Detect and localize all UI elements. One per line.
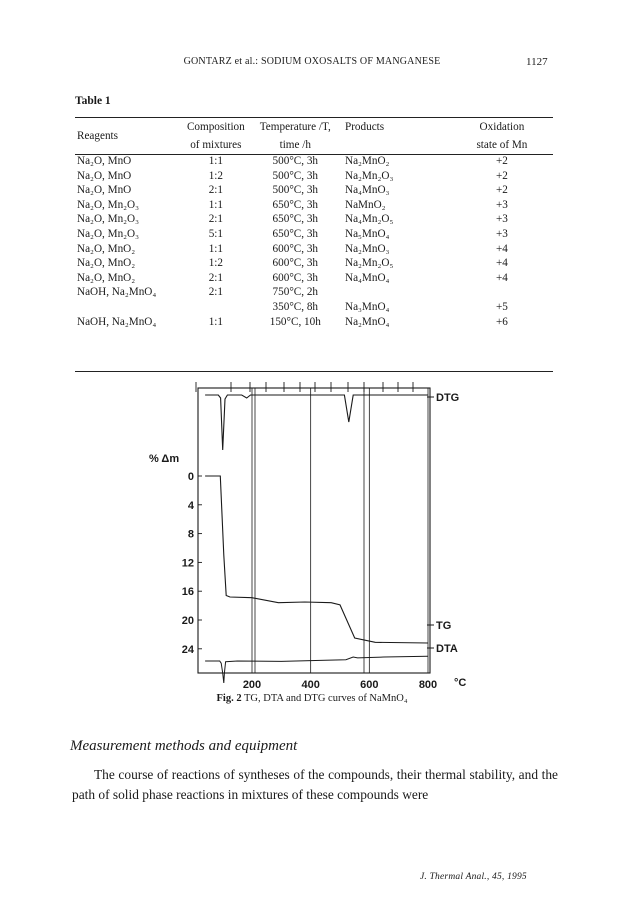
plot-frame (198, 388, 430, 673)
cell-oxidation (451, 285, 553, 300)
cell-reagents: Na₂O, Mn₂O₃ (77, 227, 140, 240)
table-row (75, 285, 553, 300)
series-label-dtg: DTG (436, 392, 460, 404)
cell-reagents: NaOH, Na₂MnO₄ (77, 315, 157, 328)
cell-reagents: Na₂O, MnO (77, 184, 132, 197)
y-tick-label: 12 (181, 557, 194, 570)
table-row (75, 271, 553, 286)
cell-oxidation: +3 (495, 213, 508, 226)
cell-temperature: 600°C, 3h (272, 257, 319, 270)
cell-temperature: 650°C, 3h (272, 213, 319, 226)
cell-reagents: Na₂O, Mn₂O₃ (77, 213, 140, 226)
table-row (75, 256, 553, 271)
table-bottom-rule (75, 371, 553, 372)
cell-oxidation: +2 (495, 169, 508, 182)
header-temperature-sub: time /h (279, 139, 311, 151)
cell-composition: 1:1 (208, 155, 223, 167)
cell-products: Na₄MnO₄ (344, 271, 390, 284)
figure-caption-label: Fig. 2 (216, 693, 242, 704)
table-body (75, 154, 553, 329)
table-row (75, 300, 553, 315)
cell-reagents: Na₂O, MnO (77, 155, 132, 167)
cell-temperature: 750°C, 2h (272, 286, 319, 299)
cell-composition: 2:1 (208, 213, 223, 226)
figure-caption (0, 693, 624, 704)
thermal-analysis-chart (148, 380, 478, 692)
cell-products: Na₂Mn₂O₃ (344, 169, 394, 182)
cell-oxidation: +3 (495, 227, 508, 240)
cell-composition: 1:2 (208, 169, 223, 182)
page-number: 1127 (526, 56, 548, 68)
cell-temperature: 500°C, 3h (272, 155, 319, 167)
cell-products (339, 285, 451, 300)
cell-products: Na₂MnO₂ (344, 155, 390, 167)
header-composition-sub: of mixtures (190, 139, 242, 151)
cell-composition: 1:2 (208, 257, 223, 270)
cell-reagents: Na₂O, Mn₂O₃ (77, 198, 140, 211)
figure-caption-text: TG, DTA and DTG curves of NaMnO₄ (241, 693, 408, 704)
cell-oxidation: +4 (495, 242, 508, 255)
table-row (75, 183, 553, 198)
table-row (75, 169, 553, 184)
series-label-dta: DTA (436, 643, 458, 655)
cell-temperature: 500°C, 3h (272, 169, 319, 182)
cell-temperature: 600°C, 3h (272, 271, 319, 284)
cell-products: Na₂MnO₃ (344, 242, 390, 255)
y-tick-label: 8 (187, 528, 194, 541)
y-tick-label: 0 (187, 471, 194, 483)
x-tick-label: 400 (301, 679, 320, 691)
table-row (75, 198, 553, 213)
cell-composition: 2:1 (208, 271, 223, 284)
tg-curve (205, 476, 428, 643)
cell-composition (180, 300, 251, 315)
header-oxidation: Oxidation (479, 121, 525, 133)
header-oxidation-sub: state of Mn (476, 139, 528, 151)
cell-products: Na₃MnO₄ (344, 300, 390, 313)
table-row (75, 154, 553, 169)
table-header-row-1 (75, 118, 553, 136)
cell-oxidation: +4 (495, 271, 508, 284)
cell-temperature: 600°C, 3h (272, 242, 319, 255)
cell-composition: 5:1 (208, 227, 223, 240)
cell-composition: 1:1 (208, 242, 223, 255)
x-tick-label: 600 (360, 679, 379, 691)
y-axis-label: % Δm (149, 453, 180, 465)
table-row (75, 212, 553, 227)
table-row (75, 242, 553, 257)
cell-temperature: 350°C, 8h (272, 300, 319, 313)
cell-oxidation: +2 (495, 184, 508, 197)
series-label-tg: TG (436, 620, 452, 632)
cell-products: Na₂MnO₄ (344, 315, 390, 328)
cell-temperature: 500°C, 3h (272, 184, 319, 197)
table-title: Table 1 (75, 95, 111, 107)
x-tick-label: 800 (418, 679, 438, 691)
running-head-title: GONTARZ et al.: SODIUM OXOSALTS OF MANGANESE (183, 56, 441, 67)
y-tick-label: 20 (181, 615, 194, 627)
table-row (75, 227, 553, 242)
y-tick-label: 24 (181, 643, 194, 656)
cell-oxidation: +5 (495, 300, 508, 313)
cell-composition: 2:1 (208, 184, 223, 197)
section-heading: Measurement methods and equipment (70, 738, 298, 754)
y-tick-label: 16 (181, 586, 194, 599)
header-temperature: Temperature /T, (259, 121, 331, 133)
y-tick-label: 4 (187, 499, 194, 512)
cell-reagents: Na₂O, MnO (77, 169, 132, 182)
cell-products: Na₄Mn₂O₅ (344, 213, 394, 226)
header-reagents: Reagents (77, 130, 119, 142)
cell-composition: 1:1 (208, 198, 223, 211)
cell-reagents (75, 300, 180, 315)
cell-oxidation: +4 (495, 257, 508, 270)
dtg-curve (205, 395, 428, 450)
cell-reagents: Na₂O, MnO₂ (77, 242, 136, 255)
cell-composition: 1:1 (208, 315, 223, 328)
cell-temperature: 650°C, 3h (272, 227, 319, 240)
cell-reagents: Na₂O, MnO₂ (77, 271, 136, 284)
table-row (75, 315, 553, 330)
cell-products: Na₅MnO₄ (344, 227, 390, 240)
journal-footer: J. Thermal Anal., 45, 1995 (420, 872, 527, 882)
body-text (72, 765, 558, 804)
cell-reagents: NaOH, Na₂MnO₄ (77, 286, 157, 299)
cell-products: NaMnO₂ (344, 198, 386, 211)
figure (148, 380, 478, 697)
body-paragraph: The course of reactions of syntheses of the compounds, their thermal stability, and the path of solid phase reactions in mixtures of these compounds were (72, 767, 558, 802)
x-tick-label: 200 (242, 679, 262, 691)
cell-composition: 2:1 (208, 286, 223, 299)
cell-temperature: 650°C, 3h (272, 198, 319, 211)
x-axis-unit: °C (454, 677, 467, 689)
cell-oxidation: +2 (495, 155, 508, 167)
cell-products: Na₂Mn₂O₅ (344, 257, 394, 270)
data-table (75, 118, 553, 329)
cell-oxidation: +6 (495, 315, 508, 328)
cell-reagents: Na₂O, MnO₂ (77, 257, 136, 270)
header-composition: Composition (186, 121, 245, 133)
cell-products: Na₄MnO₃ (344, 184, 390, 197)
cell-oxidation: +3 (495, 198, 508, 211)
header-products: Products (344, 121, 385, 133)
cell-temperature: 150°C, 10h (269, 315, 321, 328)
